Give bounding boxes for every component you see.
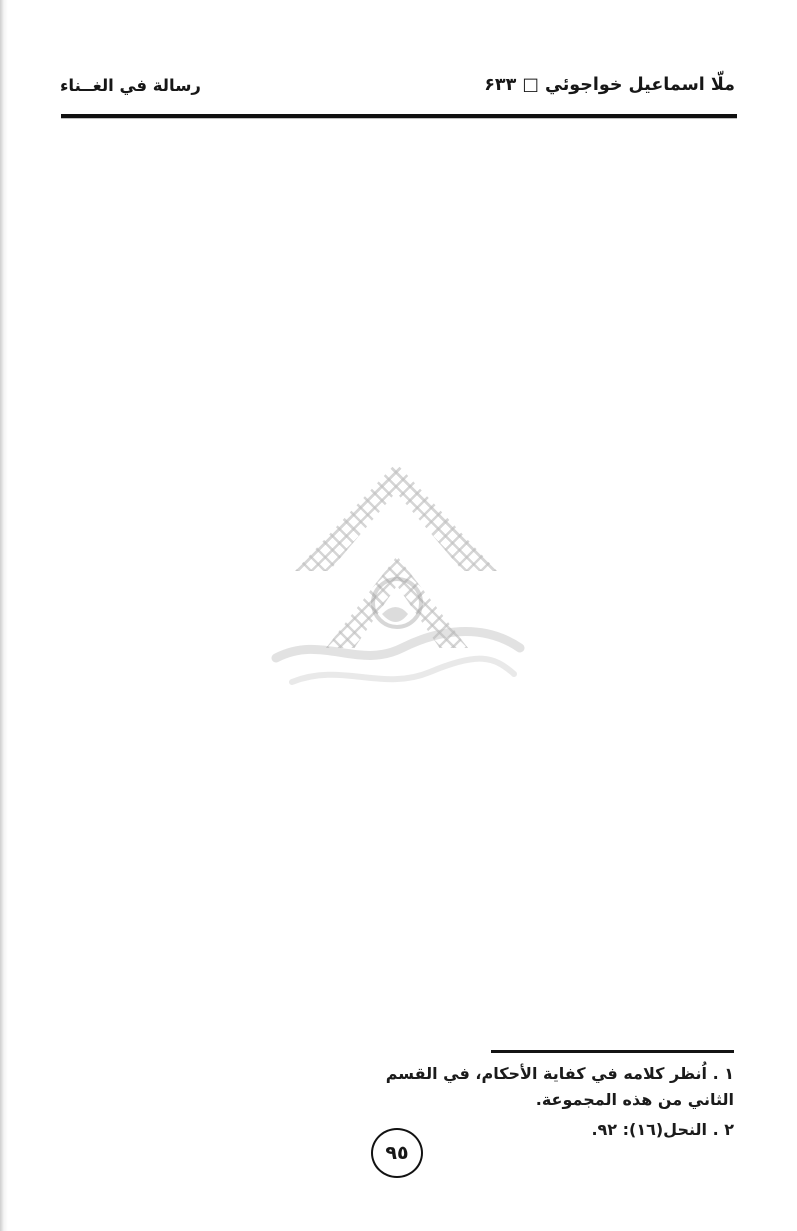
stamp-calligraphy-icon xyxy=(262,596,530,706)
page-number-circle xyxy=(371,1128,423,1178)
page-number: ٩٥ xyxy=(385,1142,409,1164)
stamp-outer-arch-icon xyxy=(295,463,497,571)
scan-edge-shadow xyxy=(0,0,8,1231)
header-rule xyxy=(61,114,737,118)
header-book-title: رسالة في الغــناء xyxy=(60,75,201,95)
footnote-item: ٢ . النحل(١٦): ٩٢. xyxy=(591,1120,734,1139)
page-header xyxy=(60,68,735,102)
footnote-item: ١ . اُنظر كلامه في كفاية الأحكام، في القسم الثاني من هذه المجموعة. xyxy=(385,1064,734,1109)
header-author-folio: ملّا اسماعيل خواجوئي □ ۶۳۳ xyxy=(484,75,735,95)
footnote-separator xyxy=(491,1050,734,1053)
